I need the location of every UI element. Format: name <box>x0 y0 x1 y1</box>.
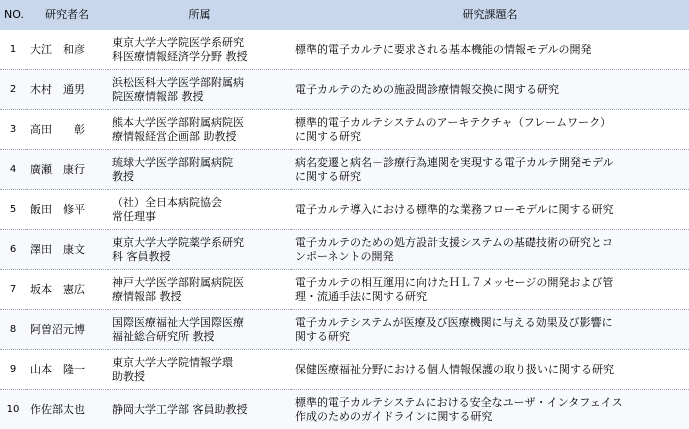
affiliation-cell <box>108 150 291 190</box>
topic-line: 電子カルテのための処方設計支援システムの基礎技術の研究とコ <box>295 236 685 250</box>
topic-line: に関する研究 <box>295 170 685 184</box>
affiliation-line: 国際医療福祉大学国際医療 <box>112 316 287 330</box>
table-row <box>0 30 689 70</box>
table-row <box>0 270 689 310</box>
header-topic: 研究課題名 <box>291 0 689 30</box>
affiliation-line: （社）全日本病院協会 <box>112 196 287 210</box>
topic-line: 標準的電子カルテシステムのアーキテクチャ（フレームワーク） <box>295 116 685 130</box>
affiliation-cell <box>108 30 291 70</box>
topic-line: 標準的電子カルテシステムにおける安全なユーザ・インタフェイス <box>295 396 685 410</box>
topic-line: 電子カルテの相互運用に向けたＨＬ７メッセージの開発および管 <box>295 276 685 290</box>
affiliation-line: 療情報部 教授 <box>112 290 287 304</box>
table-body <box>0 30 689 429</box>
affiliation-line: 療情報経営企画部 助教授 <box>112 130 287 144</box>
topic-cell <box>291 390 689 429</box>
researcher-name: 山本 隆一 <box>26 350 108 390</box>
topic-line: 保健医療福祉分野における個人情報保護の取り扱いに関する研究 <box>295 363 685 377</box>
researcher-name: 作佐部太也 <box>26 390 108 429</box>
row-number: 7 <box>0 270 26 310</box>
row-number: 5 <box>0 190 26 230</box>
affiliation-cell <box>108 110 291 150</box>
topic-line: 関する研究 <box>295 330 685 344</box>
row-number: 8 <box>0 310 26 350</box>
researcher-name: 坂本 憲広 <box>26 270 108 310</box>
row-number: 3 <box>0 110 26 150</box>
table-row <box>0 310 689 350</box>
table-row <box>0 230 689 270</box>
affiliation-line: 教授 <box>112 170 287 184</box>
affiliation-line: 東京大学大学院情報学環 <box>112 356 287 370</box>
affiliation-line: 東京大学大学院医学系研究 <box>112 36 287 50</box>
affiliation-line: 静岡大学工学部 客員助教授 <box>112 403 287 417</box>
topic-line: に関する研究 <box>295 130 685 144</box>
row-number: 9 <box>0 350 26 390</box>
affiliation-cell <box>108 70 291 110</box>
topic-cell <box>291 310 689 350</box>
researcher-name: 廣瀬 康行 <box>26 150 108 190</box>
topic-cell <box>291 190 689 230</box>
affiliation-line: 琉球大学医学部附属病院 <box>112 156 287 170</box>
affiliation-line: 科医療情報経済学分野 教授 <box>112 50 287 64</box>
affiliation-line: 科 客員教授 <box>112 250 287 264</box>
table-row <box>0 110 689 150</box>
topic-cell <box>291 270 689 310</box>
topic-cell <box>291 70 689 110</box>
table-row <box>0 350 689 390</box>
affiliation-cell <box>108 350 291 390</box>
affiliation-line: 熊本大学医学部附属病院医 <box>112 116 287 130</box>
researcher-name: 飯田 修平 <box>26 190 108 230</box>
topic-line: 電子カルテのための施設間診療情報交換に関する研究 <box>295 83 685 97</box>
topic-cell <box>291 30 689 70</box>
researcher-name: 高田 彰 <box>26 110 108 150</box>
researcher-name: 大江 和彦 <box>26 30 108 70</box>
header-no: NO. <box>0 0 26 30</box>
topic-cell <box>291 350 689 390</box>
affiliation-line: 常任理事 <box>112 210 287 224</box>
header-affiliation: 所属 <box>108 0 291 30</box>
affiliation-cell <box>108 390 291 429</box>
topic-cell <box>291 230 689 270</box>
researcher-name: 木村 通男 <box>26 70 108 110</box>
row-number: 10 <box>0 390 26 429</box>
header-researcher: 研究者名 <box>26 0 108 30</box>
affiliation-cell <box>108 230 291 270</box>
topic-line: 電子カルテシステムが医療及び医療機関に与える効果及び影響に <box>295 316 685 330</box>
row-number: 6 <box>0 230 26 270</box>
affiliation-line: 院医療情報部 教授 <box>112 90 287 104</box>
affiliation-line: 助教授 <box>112 370 287 384</box>
topic-cell <box>291 150 689 190</box>
affiliation-cell <box>108 190 291 230</box>
table-row <box>0 70 689 110</box>
affiliation-line: 浜松医科大学医学部附属病 <box>112 76 287 90</box>
row-number: 2 <box>0 70 26 110</box>
row-number: 4 <box>0 150 26 190</box>
topic-line: 病名変遷と病名－診療行為連関を実現する電子カルテ開発モデル <box>295 156 685 170</box>
researcher-name: 阿曽沼元博 <box>26 310 108 350</box>
table-row <box>0 390 689 429</box>
table-row <box>0 150 689 190</box>
table-header <box>0 0 689 30</box>
affiliation-cell <box>108 270 291 310</box>
affiliation-cell <box>108 310 291 350</box>
affiliation-line: 神戸大学医学部附属病院医 <box>112 276 287 290</box>
affiliation-line: 福祉総合研究所 教授 <box>112 330 287 344</box>
topic-line: 理・流通手法に関する研究 <box>295 290 685 304</box>
topic-cell <box>291 110 689 150</box>
row-number: 1 <box>0 30 26 70</box>
header-row <box>0 0 689 30</box>
topic-line: 電子カルテ導入における標準的な業務フローモデルに関する研究 <box>295 203 685 217</box>
topic-line: 作成のためのガイドラインに関する研究 <box>295 410 685 424</box>
affiliation-line: 東京大学大学院薬学系研究 <box>112 236 287 250</box>
researcher-name: 澤田 康文 <box>26 230 108 270</box>
table-row <box>0 190 689 230</box>
topic-line: 標準的電子カルテに要求される基本機能の情報モデルの開発 <box>295 43 685 57</box>
topic-line: ンポーネントの開発 <box>295 250 685 264</box>
